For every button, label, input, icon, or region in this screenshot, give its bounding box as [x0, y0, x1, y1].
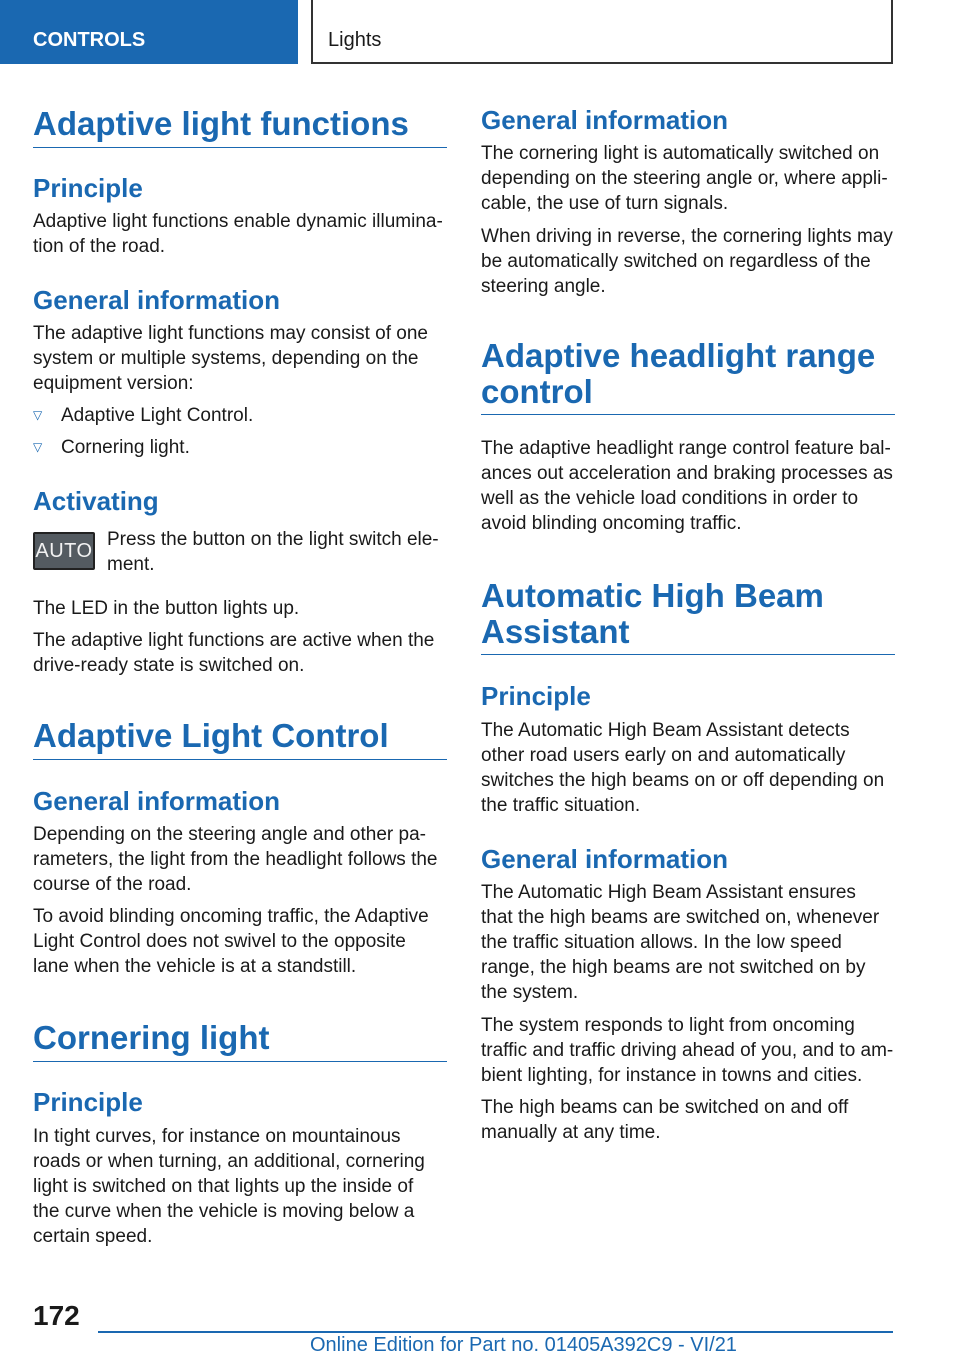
general-information-text: The adaptive light functions may consist of one system or multiple systems, depending on the equipment version:: [33, 323, 429, 394]
heading-principle: Principle: [33, 1087, 143, 1117]
chapter-title: Lights: [328, 29, 382, 51]
heading-cornering-light: Cornering light: [33, 1020, 447, 1062]
heading-adaptive-light-control: Adaptive Light Control: [33, 718, 447, 760]
section-tab: [0, 0, 298, 64]
led-text: The LED in the button lights up.: [33, 598, 300, 619]
triangle-bullet-icon: ▽: [33, 408, 43, 422]
heading-adaptive-light-functions: Adaptive light functions: [33, 106, 447, 148]
chapter-tab: [311, 0, 893, 64]
principle-text: Adaptive light functions enable dynamic illumina‐ tion of the road.: [33, 211, 443, 257]
triangle-bullet-icon: ▽: [33, 440, 43, 454]
alc-text-2: To avoid blinding oncoming traffic, the Adaptive Light Control does not swivel to the opposite lane when the vehicle is at a standstill.: [33, 906, 429, 977]
active-text: The adaptive light functions are active when the drive-ready state is switched on.: [33, 630, 435, 676]
heading-adaptive-headlight-range-control: Adaptive headlight range control: [481, 338, 895, 415]
heading-automatic-high-beam-assistant: Automatic High Beam Assistant: [481, 578, 895, 655]
hba-general-text-3: The high beams can be switched on and off manually at any time.: [481, 1097, 849, 1143]
footer-edition: Online Edition for Part no. 01405A392C9 - VI/21: [310, 1334, 737, 1356]
section-title: CONTROLS: [33, 29, 146, 51]
heading-general-information: General information: [481, 105, 729, 135]
cornering-general-text-1: The cornering light is automatically switched on depending on the steering angle or, where appli‐ cable, the use of turn signals.: [481, 143, 888, 214]
activating-text: Press the button on the light switch ele‐ ment.: [107, 529, 439, 575]
heading-activating: Activating: [33, 486, 159, 516]
cornering-general-text-2: When driving in reverse, the cornering lights may be automatically switched on regardless of the steering angle.: [481, 226, 893, 297]
range-control-text: The adaptive headlight range control feature bal‐ ances out acceleration and braking processes as well as the vehicle load conditions in order to avoid blinding oncoming traffic.: [481, 438, 893, 534]
hba-principle-text: The Automatic High Beam Assistant detects other road users early on and automatically switches the high beams on or off depending on the traffic situation.: [481, 720, 885, 816]
heading-principle: Principle: [33, 173, 143, 203]
cornering-principle-text: In tight curves, for instance on mountainous roads or when turning, an additional, cornering light is switched on that lights up the inside of the curve when the vehicle is moving below a certain speed.: [33, 1126, 425, 1247]
footer-divider: [98, 1331, 893, 1333]
heading-general-information: General information: [481, 844, 729, 874]
hba-general-text-2: The system responds to light from oncoming traffic and traffic driving ahead of you, and to am‐ bient lighting, for instance in towns and cities.: [481, 1015, 894, 1086]
auto-button-icon: AUTO: [33, 532, 95, 570]
heading-general-information: General information: [33, 786, 281, 816]
alc-text-1: Depending on the steering angle and other pa‐ rameters, the light from the headlight follows the course of the road.: [33, 824, 438, 895]
page-number: 172: [33, 1300, 80, 1331]
hba-general-text-1: The Automatic High Beam Assistant ensures that the high beams are switched on, whenever the traffic situation allows. In the low speed range, the high beams are not switched on by the system.: [481, 882, 880, 1003]
heading-principle: Principle: [481, 681, 591, 711]
heading-general-information: General information: [33, 285, 281, 315]
